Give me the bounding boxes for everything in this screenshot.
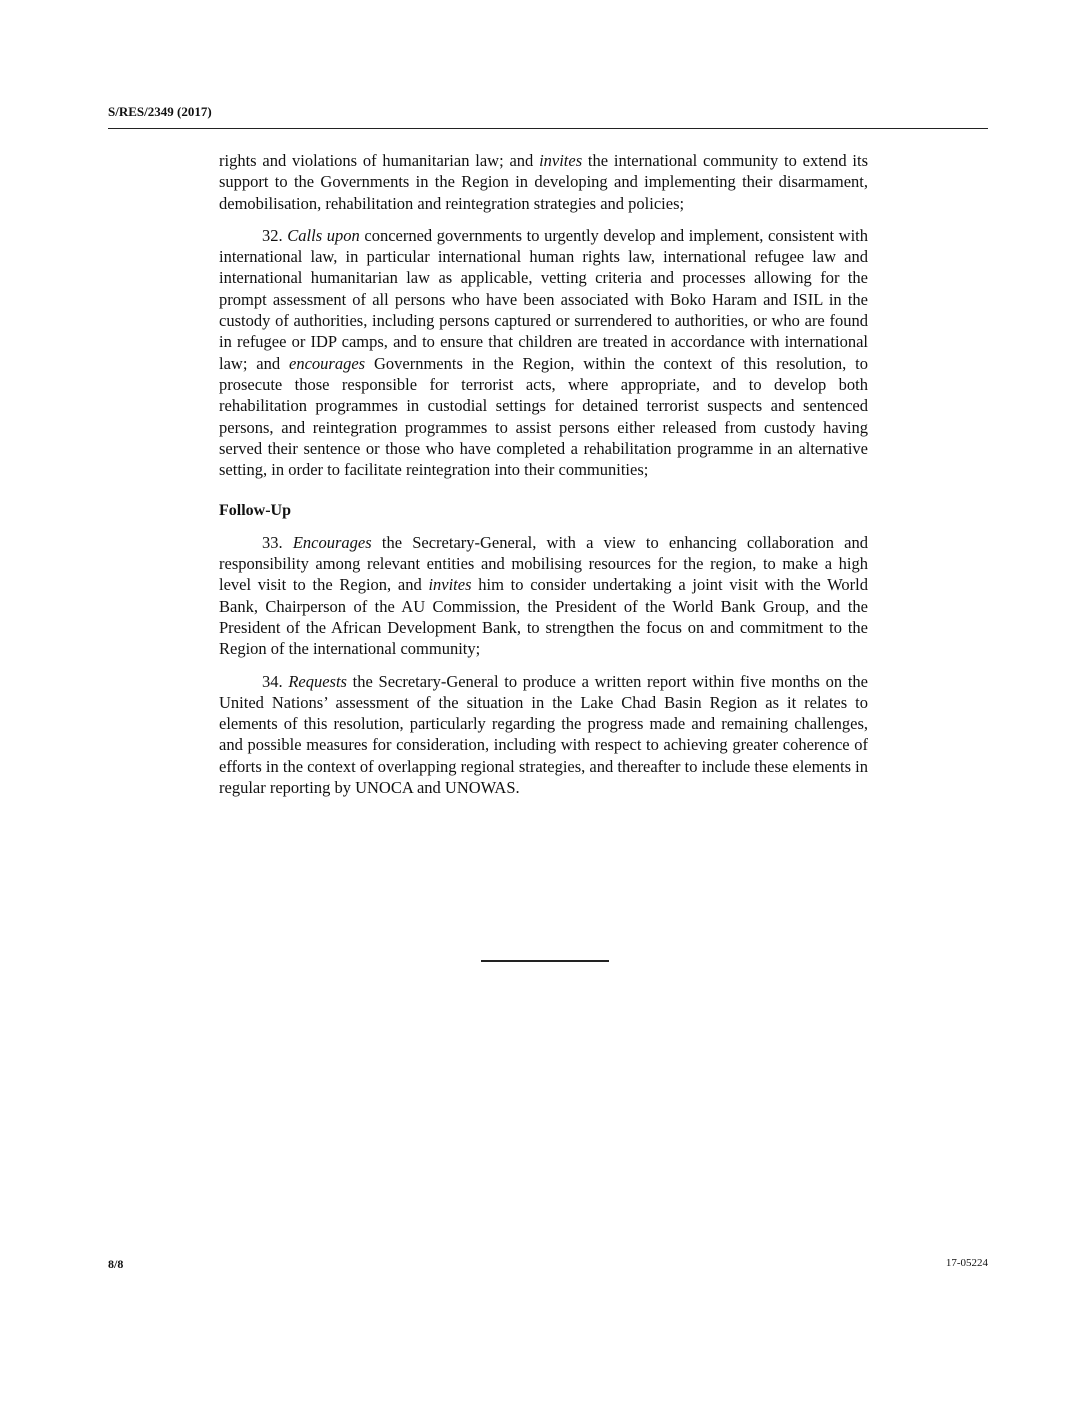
end-of-document-rule [481, 960, 609, 962]
p32-number: 32. [262, 225, 283, 245]
p31-operative-verb: invites [539, 151, 583, 170]
paragraph-34 [219, 671, 868, 799]
p32-operative-verb-2: encourages [289, 353, 366, 373]
paragraph-32 [219, 225, 868, 481]
page-header [108, 100, 988, 129]
job-number: 17-05224 [945, 1257, 988, 1269]
p34-number: 34. [262, 671, 283, 691]
p32-text-b: concerned governments to urgently develop and implement, consistent with international law, in particular international human rights law, international refugee law and international humanitarian law as applicable, vetting criteria and processes allowing for the prompt assessment of all persons who have been associated with Boko Haram and ISIL in the custody of authorities, including persons captured or surrendered to authorities, or who are found in refugee or IDP camps, and to ensure that children are treated in accordance with international law; and [219, 225, 869, 373]
p31-text-c: the international community to extend its support to the Governments in the Region in developing and implementing their disarmament, demobilisation, rehabilitation and reintegration strategies and policies; [219, 151, 868, 213]
paragraph-31-continued [219, 150, 868, 214]
resolution-body [219, 150, 868, 809]
p33-number: 33. [262, 532, 283, 552]
p33-operative-verb: Encourages [292, 532, 372, 552]
document-symbol: S/RES/2349 (2017) [108, 104, 212, 119]
paragraph-33 [219, 532, 868, 660]
p34-operative-verb: Requests [288, 671, 347, 691]
p34-text-b: the Secretary-General to produce a written report within five months on the United Nations’ assessment of the situation in the Lake Chad Basin Region as it relates to elements of this resolution, particularly regarding the progress made and remaining challenges, and possible measures for consideration, including with respect to achieving greater coherence of efforts in the context of overlapping regional strategies, and thereafter to include these elements in regular reporting by UNOCA and UNOWAS. [219, 671, 868, 798]
p33-text-b: the Secretary-General, with a view to enhancing collaboration and responsibility among relevant entities and mobilising resources for the region, to make a high level visit to the Region, and [219, 532, 868, 595]
p32-operative-verb: Calls upon [287, 225, 360, 245]
p32-text-d: Governments in the Region, within the context of this resolution, to prosecute those responsible for terrorist acts, where appropriate, and to develop both rehabilitation programmes in custodial settings for detained terrorist suspects and sentenced persons, and reintegration programmes to assist persons either released from custody having served their sentence or those who have completed a rehabilitation programme in an alternative setting, in order to facilitate reintegration into their communities; [219, 353, 868, 480]
section-heading-follow-up: Follow-Up [219, 502, 291, 520]
p33-operative-verb-2: invites [428, 575, 472, 595]
p31-text-a: rights and violations of humanitarian law; and [219, 151, 540, 170]
p33-text-d: him to consider undertaking a joint visit with the World Bank, Chairperson of the AU Commission, the President of the World Bank Group, and the President of the African Development Bank, to strengthen the focus on and commitment to the Region of the international community; [219, 575, 868, 659]
page-number: 8/8 [108, 1257, 124, 1271]
